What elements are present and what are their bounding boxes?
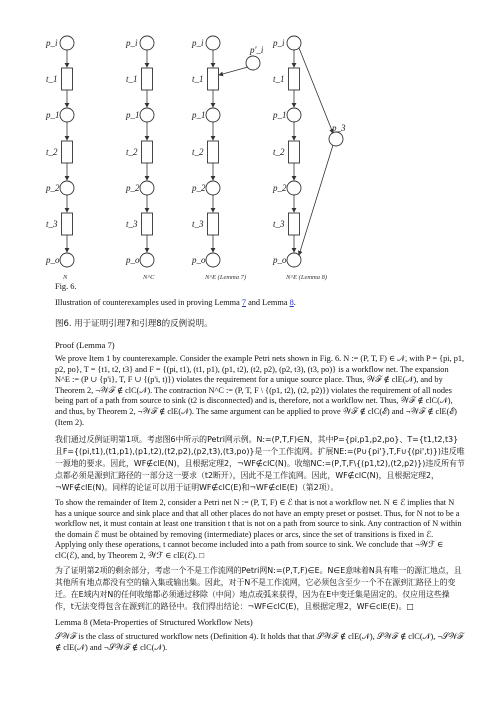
place-label-3-0: p_i <box>273 38 285 48</box>
caption-text-middle: and Lemma <box>246 298 290 307</box>
transition-1-0 <box>142 68 153 90</box>
transition-label-3-1: t_2 <box>273 147 285 157</box>
place-0-2 <box>60 181 74 195</box>
place-2-3 <box>206 253 220 267</box>
place-label-1-3: p_o <box>126 255 140 265</box>
arc-extra-3a <box>299 48 333 133</box>
place-label-1-1: p_1 <box>126 110 140 120</box>
lemma-8-statement: 𝒮𝒲ℱ is the class of structured workflow nets (Definition 4). It holds that that 𝒮𝒲ℱ ∉ clE(𝒩), 𝒮𝒲ℱ ∉ clC(𝒩), ¬𝒮𝒲ℱ ∉ clE(𝒩) and ¬𝒮𝒲ℱ ∉ clC(𝒩). <box>55 632 464 652</box>
transition-1-2 <box>142 213 153 235</box>
place-3-2 <box>287 181 301 195</box>
transition-label-3-0: t_1 <box>273 74 285 84</box>
lemma-7-link[interactable]: 7 <box>241 298 247 307</box>
place-label-3-3: p_o <box>273 255 287 265</box>
figure-caption <box>55 298 465 309</box>
proof-paragraph-2: To show the remainder of Item 2, consider a Petri net N := (P, T, F) ∈ ℰ that is not a workflow net. N ∈ ℰ implies that N has a unique source and sink place and that all other places do not have an empty preset or postset. Thus, for N not to be a workflow net, it must contain at least one transition t that is not on a path from source to sink. Any contraction of N within the domain ℰ must be obtained by removing (intermediate) places or arcs, since the set of transitions is fixed in ℰ. Applying only these operations, t cannot become included into a path from source to sink. We conclude that ¬𝒲ℱ ∈ clC(ℰ), and, by Theorem 2, 𝒲ℱ ∈ clE(ℰ). □ <box>55 498 462 560</box>
place-label-0-1: p_1 <box>46 110 60 120</box>
place-1-2 <box>140 181 154 195</box>
place-label-3-2: p_2 <box>273 183 287 193</box>
transition-label-0-2: t_3 <box>46 219 58 229</box>
transition-label-1-0: t_1 <box>126 74 138 84</box>
transition-0-1 <box>62 141 73 163</box>
extra-place-label-2: p'_i <box>250 45 264 55</box>
place-3-3 <box>287 253 301 267</box>
figure-caption-zh: 图6. 用于证明引理7和引理8的反例说明。 <box>55 319 213 329</box>
place-label-2-2: p_2 <box>192 183 206 193</box>
place-1-1 <box>140 108 154 122</box>
place-0-3 <box>60 253 74 267</box>
net-caption-3: N^E (Lemma 8) <box>286 274 328 281</box>
proof-paragraph-1: We prove Item 1 by counterexample. Consider the example Petri nets shown in Fig. 6. N := (P, T, F) ∈ 𝒩, with P = {pi, p1, p2, po}, T = {t1, t2, t3} and F = {(pi, t1), (t1, p1), (p1, t2), (t2, p2), (p2, t3), (t3, po)} is a workflow net. The expansion N^E := (P ∪ {p'i}, T, F ∪ {(p'i, t)}) violates the requirement for a unique source place. Thus, 𝒲ℱ ∉ clE(𝒩), and by Theorem 2, ¬𝒲ℱ ∉ clC(𝒩). The contraction N^C := (P, T, F \ {(p1, t2), (t2, p2)}) violates the requirement of all nodes being part of a path from source to sink (t2 is disconnected) and is, therefore, not a workflow net. Thus, 𝒲ℱ ∉ clC(𝒩), and thus, by Theorem 2, ¬𝒲ℱ ∉ clE(𝒩). The same argument can be applied to prove 𝒲ℱ ∉ clC(ℰ) and ¬𝒲ℱ ∉ clE(ℰ) (Item 2). <box>55 354 465 427</box>
place-3-1 <box>287 108 301 122</box>
transition-label-1-2: t_3 <box>126 219 138 229</box>
proof-heading: Proof (Lemma 7) <box>55 340 115 350</box>
proof-paragraph-1-zh: 我们通过反例证明第1项。考虑图6中所示的Petri网示例。N:=(P,T,F)∈N，其中P={pi,p1,p2,po}、T={t1,t2,t3}且F={(pi,t1),(t1,p1),(p1,t2),(t2,p2),(p2,t3),(t3,po)}是一个工作流网。扩展NE:=(P∪{pi'},T,F∪{(pi',t)})违反唯一源地的要求。因此，WF∉clE(N)，且根据定理2，¬WF∉clC(N)。收缩NC:=(P,T,F\{(p1,t2),(t2,p2)})违反所有节点都必须是源到汇路径的一部分这一要求（t2断开），因此不是工作流网。因此，WF∉clC(N)，且根据定理2，¬WF∉clE(N)。同样的论证可以用于证明WF∉clC(E)和¬WF∉clE(E)（第2项）。 <box>55 435 465 492</box>
net-caption-2: N^E (Lemma 7) <box>205 274 247 281</box>
place-2-2 <box>206 181 220 195</box>
transition-label-0-0: t_1 <box>46 74 58 84</box>
lemma-8-link[interactable]: 8 <box>289 298 294 307</box>
transition-3-0 <box>289 68 300 90</box>
caption-text-after: . <box>293 298 296 307</box>
transition-2-1 <box>208 141 219 163</box>
transition-label-3-2: t_3 <box>273 219 285 229</box>
place-label-1-2: p_2 <box>126 183 140 193</box>
transition-2-2 <box>208 213 219 235</box>
extra-place-2 <box>246 56 260 70</box>
transition-label-2-2: t_3 <box>192 219 204 229</box>
figure-6 <box>0 0 500 285</box>
place-3-0 <box>287 36 301 50</box>
place-1-3 <box>140 253 154 267</box>
place-1-0 <box>140 36 154 50</box>
place-label-0-3: p_o <box>46 255 60 265</box>
place-label-0-0: p_i <box>46 38 58 48</box>
transition-2-0 <box>208 68 219 90</box>
arc-extra-2 <box>219 67 248 75</box>
transition-label-1-1: t_2 <box>126 147 138 157</box>
arc-extra-3b <box>299 145 333 255</box>
extra-place-3 <box>329 132 343 146</box>
place-0-0 <box>60 36 74 50</box>
transition-3-1 <box>289 141 300 163</box>
transition-0-0 <box>62 68 73 90</box>
place-label-3-1: p_1 <box>273 110 287 120</box>
caption-text-before: Illustration of counterexamples used in proving Lemma <box>55 298 242 307</box>
extra-place-label-3: p_3 <box>332 123 346 133</box>
place-label-2-3: p_o <box>192 255 206 265</box>
transition-label-2-1: t_2 <box>192 147 204 157</box>
place-label-2-1: p_1 <box>192 110 206 120</box>
place-2-0 <box>206 36 220 50</box>
figure-label: Fig. 6. <box>55 282 77 291</box>
place-label-2-0: p_i <box>192 38 204 48</box>
lemma-8-heading: Lemma 8 (Meta-Properties of Structured Workflow Nets) <box>55 617 253 627</box>
transition-1-1 <box>142 141 153 163</box>
place-label-1-0: p_i <box>126 38 138 48</box>
transition-label-0-1: t_2 <box>46 147 58 157</box>
net-caption-0: N <box>63 274 68 281</box>
place-2-1 <box>206 108 220 122</box>
proof-paragraph-2-zh: 为了证明第2项的剩余部分，考虑一个不是工作流网的Petri网N:=(P,T,F)∈E。N∈E意味着N具有唯一的源汇地点，且其他所有地点都没有空的输入集或输出集。因此，对于N不是工作流网，它必须包含至少一个不在源到汇路径上的变迁。在E域内对N的任何收缩都必须通过移除（中间）地点或弧来获得，因为在E中变迁集是固定的。仅应用这些操作，t无法变得包含在源到汇的路径中。我们得出结论：¬WF∈clC(E)，且根据定理2，WF∈clE(E)。□ <box>55 566 462 611</box>
net-caption-1: N^C <box>143 274 155 281</box>
transition-0-2 <box>62 213 73 235</box>
transition-3-2 <box>289 213 300 235</box>
place-0-1 <box>60 108 74 122</box>
petri-net-diagram <box>0 0 500 285</box>
transition-label-2-0: t_1 <box>192 74 204 84</box>
place-label-0-2: p_2 <box>46 183 60 193</box>
